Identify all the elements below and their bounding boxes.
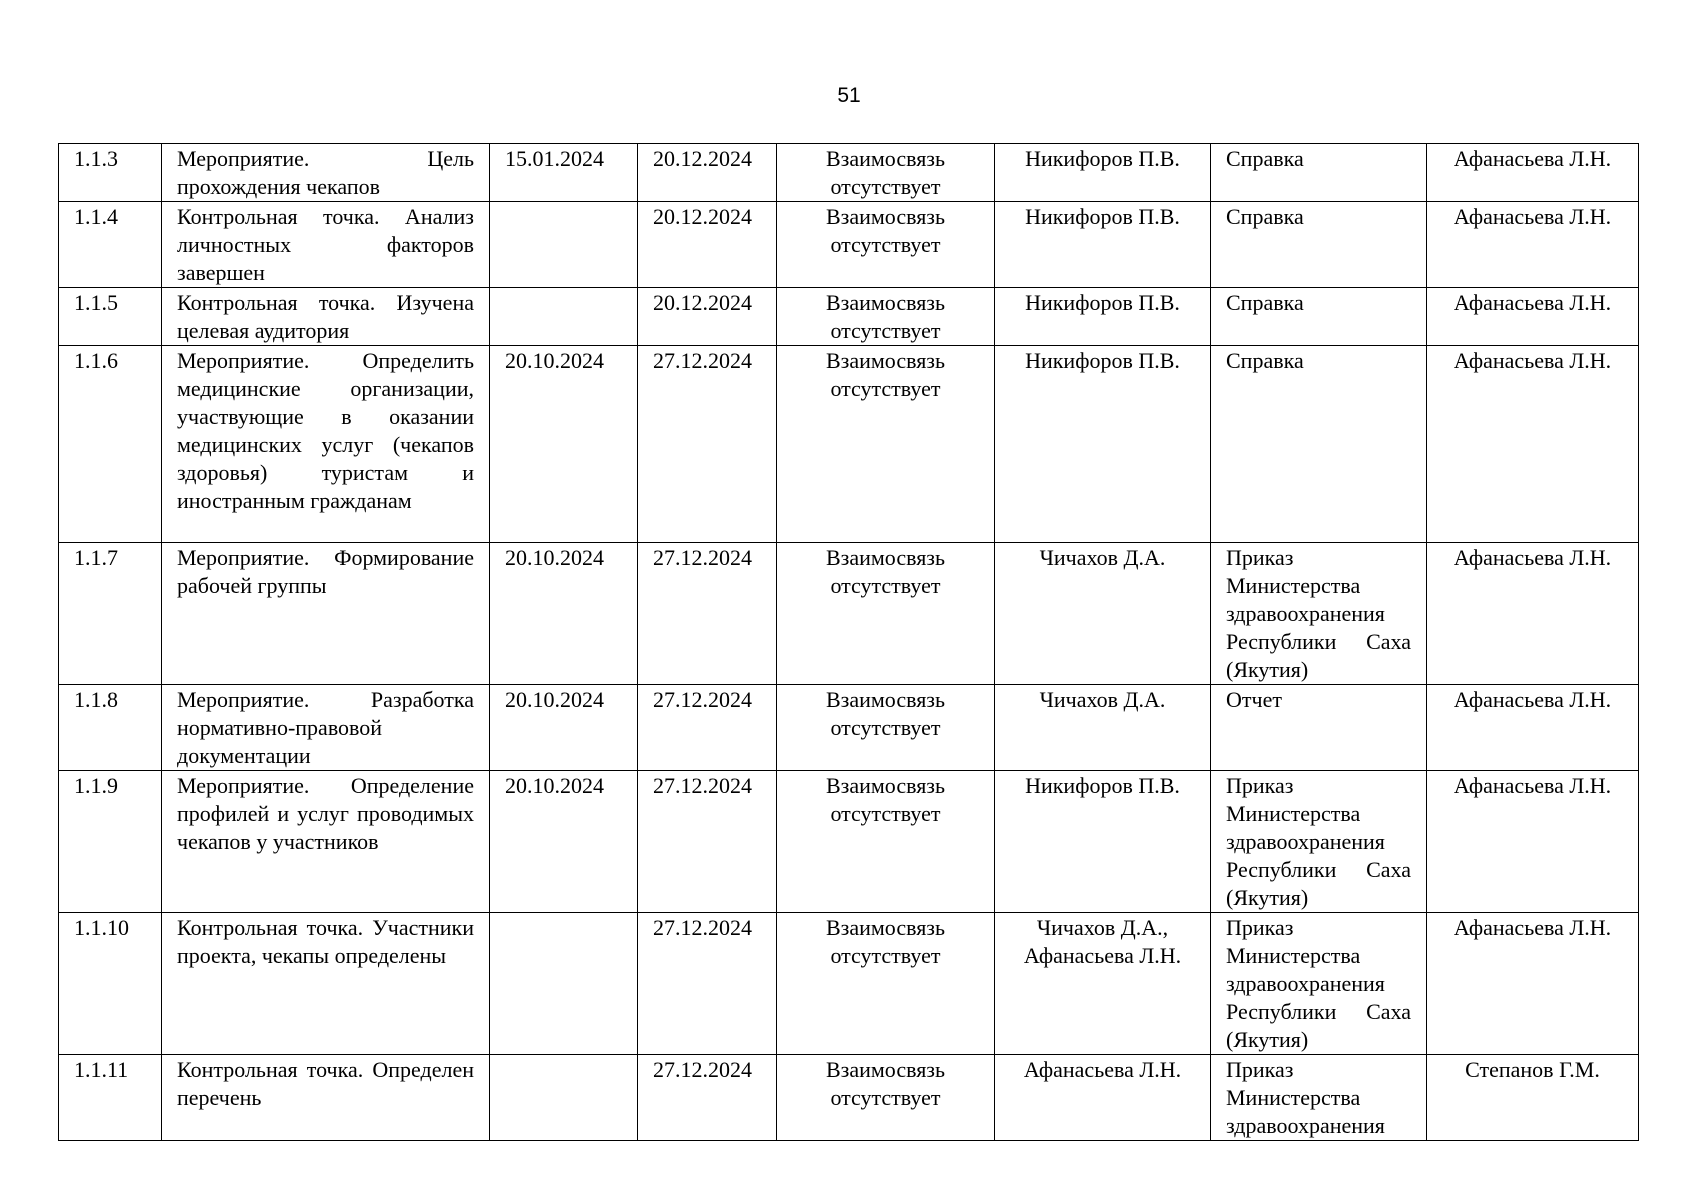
table-row — [59, 144, 1639, 202]
end-date: 27.12.2024 — [638, 913, 777, 1055]
responsible: Афанасьева Л.Н. — [995, 1055, 1211, 1141]
result-document — [1211, 346, 1427, 543]
responsible: Никифоров П.В. — [995, 771, 1211, 913]
row-number: 1.1.5 — [59, 288, 162, 346]
table-row — [59, 771, 1639, 913]
result-document-text: Отчет — [1226, 687, 1282, 712]
start-date: 20.10.2024 — [490, 685, 638, 771]
dependency: Взаимосвязь отсутствует — [777, 1055, 995, 1141]
row-number: 1.1.6 — [59, 346, 162, 543]
result-document-text: Приказ Министерства здравоохранения Республики Саха (Якутия) — [1226, 773, 1411, 910]
result-document — [1211, 288, 1427, 346]
result-document-text: Справка — [1226, 146, 1304, 171]
row-number: 1.1.8 — [59, 685, 162, 771]
responsible: Чичахов Д.А., Афанасьева Л.Н. — [995, 913, 1211, 1055]
result-document-text: Приказ Министерства здравоохранения — [1226, 1057, 1385, 1138]
responsible: Никифоров П.В. — [995, 346, 1211, 543]
page-number: 51 — [837, 84, 861, 107]
task-name: Контрольная точка. Анализ личностных факторов завершен — [162, 202, 490, 288]
row-number: 1.1.3 — [59, 144, 162, 202]
task-name: Мероприятие. Определить медицинские организации, участвующие в оказании медицинских услуг (чекапов здоровья) туристам и иностранным гражданам — [162, 346, 490, 543]
end-date: 20.12.2024 — [638, 288, 777, 346]
start-date — [490, 913, 638, 1055]
dependency: Взаимосвязь отсутствует — [777, 202, 995, 288]
controller: Степанов Г.М. — [1427, 1055, 1639, 1141]
task-name: Контрольная точка. Определен перечень — [162, 1055, 490, 1141]
table-row — [59, 685, 1639, 771]
task-name: Мероприятие. Определение профилей и услуг проводимых чекапов у участников — [162, 771, 490, 913]
result-document-text: Приказ Министерства здравоохранения Республики Саха (Якутия) — [1226, 545, 1411, 682]
row-number: 1.1.7 — [59, 543, 162, 685]
start-date — [490, 1055, 638, 1141]
start-date: 20.10.2024 — [490, 771, 638, 913]
start-date — [490, 202, 638, 288]
start-date: 15.01.2024 — [490, 144, 638, 202]
row-number: 1.1.10 — [59, 913, 162, 1055]
dependency: Взаимосвязь отсутствует — [777, 685, 995, 771]
end-date: 20.12.2024 — [638, 144, 777, 202]
table-row — [59, 288, 1639, 346]
end-date: 27.12.2024 — [638, 685, 777, 771]
task-name: Мероприятие. Цель прохождения чекапов — [162, 144, 490, 202]
responsible: Никифоров П.В. — [995, 144, 1211, 202]
table-row — [59, 346, 1639, 543]
end-date: 27.12.2024 — [638, 1055, 777, 1141]
responsible: Никифоров П.В. — [995, 202, 1211, 288]
end-date: 27.12.2024 — [638, 771, 777, 913]
responsible: Чичахов Д.А. — [995, 543, 1211, 685]
result-document-text: Приказ Министерства здравоохранения Республики Саха (Якутия) — [1226, 915, 1411, 1052]
result-document — [1211, 144, 1427, 202]
start-date: 20.10.2024 — [490, 346, 638, 543]
result-document — [1211, 202, 1427, 288]
result-document-text: Справка — [1226, 290, 1304, 315]
start-date: 20.10.2024 — [490, 543, 638, 685]
controller: Афанасьева Л.Н. — [1427, 346, 1639, 543]
task-name: Мероприятие. Формирование рабочей группы — [162, 543, 490, 685]
result-document-text: Справка — [1226, 204, 1304, 229]
dependency: Взаимосвязь отсутствует — [777, 346, 995, 543]
task-name: Контрольная точка. Участники проекта, чекапы определены — [162, 913, 490, 1055]
controller: Афанасьева Л.Н. — [1427, 685, 1639, 771]
table-row — [59, 202, 1639, 288]
dependency: Взаимосвязь отсутствует — [777, 913, 995, 1055]
row-number: 1.1.9 — [59, 771, 162, 913]
result-document-text: Справка — [1226, 348, 1304, 373]
task-name: Контрольная точка. Изучена целевая аудитория — [162, 288, 490, 346]
row-number: 1.1.4 — [59, 202, 162, 288]
result-document — [1211, 685, 1427, 771]
dependency: Взаимосвязь отсутствует — [777, 771, 995, 913]
table-row — [59, 543, 1639, 685]
start-date — [490, 288, 638, 346]
result-document — [1211, 771, 1427, 913]
controller: Афанасьева Л.Н. — [1427, 202, 1639, 288]
task-name: Мероприятие. Разработка нормативно-правовой документации — [162, 685, 490, 771]
controller: Афанасьева Л.Н. — [1427, 913, 1639, 1055]
responsible: Чичахов Д.А. — [995, 685, 1211, 771]
result-document — [1211, 913, 1427, 1055]
dependency: Взаимосвязь отсутствует — [777, 288, 995, 346]
table-row — [59, 1055, 1639, 1141]
table-row — [59, 913, 1639, 1055]
end-date: 27.12.2024 — [638, 543, 777, 685]
controller: Афанасьева Л.Н. — [1427, 144, 1639, 202]
result-document — [1211, 1055, 1427, 1141]
row-number: 1.1.11 — [59, 1055, 162, 1141]
responsible: Никифоров П.В. — [995, 288, 1211, 346]
controller: Афанасьева Л.Н. — [1427, 543, 1639, 685]
dependency: Взаимосвязь отсутствует — [777, 144, 995, 202]
end-date: 20.12.2024 — [638, 202, 777, 288]
dependency: Взаимосвязь отсутствует — [777, 543, 995, 685]
plan-table-body — [59, 144, 1639, 1141]
project-plan-table — [58, 143, 1639, 1141]
controller: Афанасьева Л.Н. — [1427, 288, 1639, 346]
result-document — [1211, 543, 1427, 685]
end-date: 27.12.2024 — [638, 346, 777, 543]
controller: Афанасьева Л.Н. — [1427, 771, 1639, 913]
